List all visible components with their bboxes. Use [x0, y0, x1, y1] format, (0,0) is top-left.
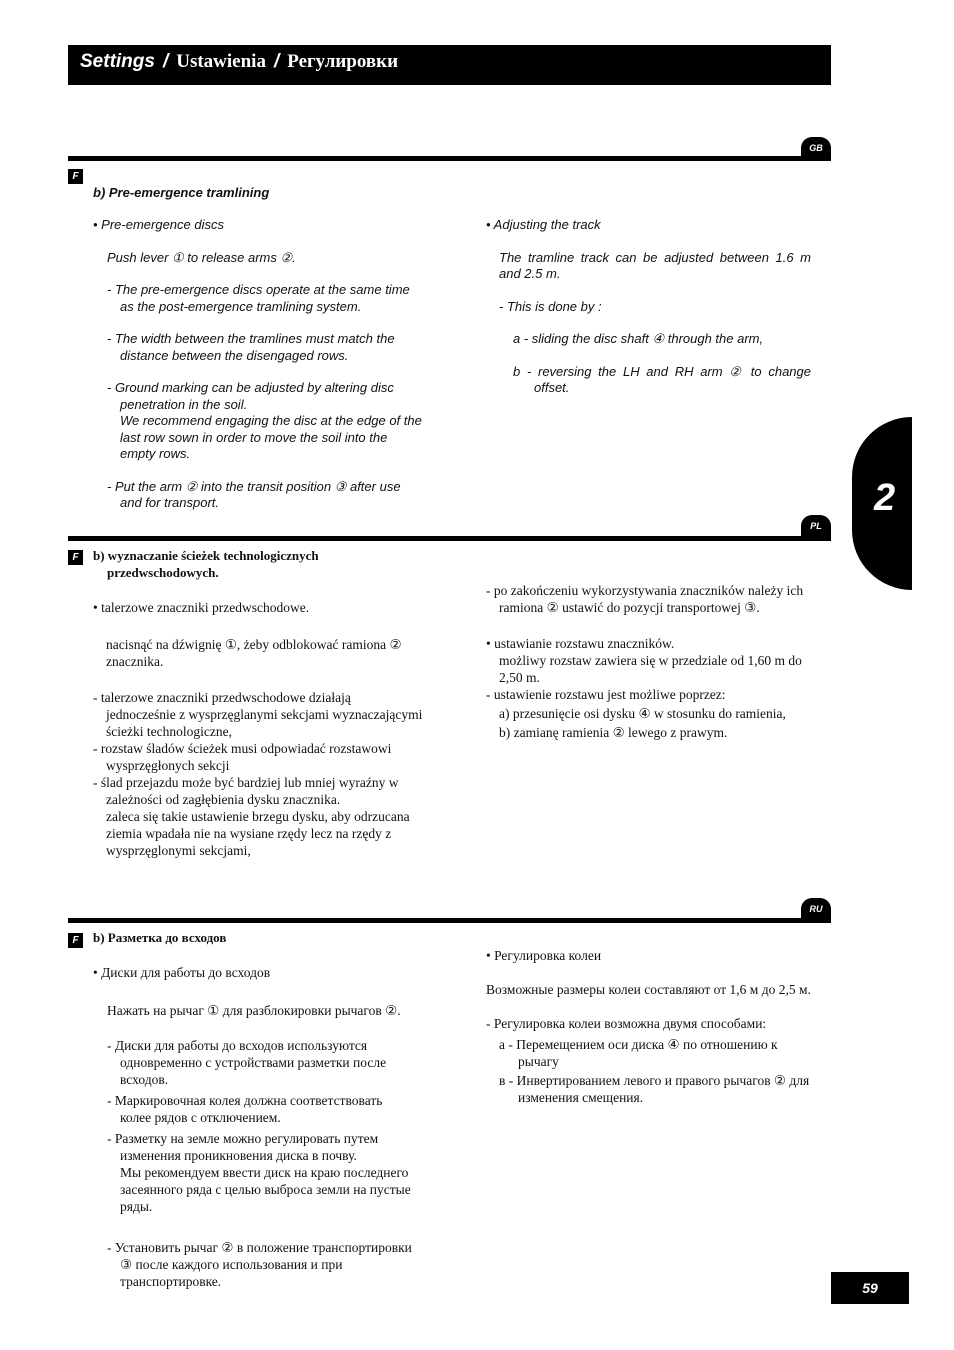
ru-item: в - Инвертированием левого и правого рычагов ② для изменения смещения.: [499, 1073, 810, 1105]
ru-item: - Регулировка колеи возможна двумя способами:: [486, 1016, 767, 1031]
lang-tag-ru: RU: [801, 898, 831, 920]
pl-item: - rozstaw śladów ścieżek musi odpowiadać rozstawowi wysprzęgłonych sekcji: [93, 741, 392, 773]
title-separator: /: [162, 51, 169, 72]
title-en: Settings: [80, 51, 155, 72]
heading-line: przedwschodowych.: [107, 565, 219, 580]
ru-item: • Диски для работы до всходов: [93, 965, 271, 980]
section-icon-pl: F: [68, 550, 83, 565]
gb-left-column: [93, 217, 423, 512]
ru-item: Возможные размеры колеи составляют от 1,6 м до 2,5 м.: [486, 982, 811, 997]
gb-item: - This is done by :: [499, 298, 602, 314]
ru-item: а - Перемещением оси диска ④ по отношению к рычагу: [499, 1037, 778, 1069]
ru-item: • Регулировка колеи: [486, 948, 602, 963]
section-heading-pl: [93, 547, 423, 581]
ru-left-column: [93, 964, 413, 1290]
section-rule-ru: [68, 918, 831, 923]
gb-item: - Ground marking can be adjusted by altering disc penetration in the soil.: [107, 380, 394, 412]
pl-item: • talerzowe znaczniki przedwschodowe.: [93, 600, 310, 615]
ru-right-column: [486, 947, 811, 1106]
section-heading-ru: b) Разметка до всходов: [93, 930, 227, 945]
ru-item: - Диски для работы до всходов используются одновременно с устройствами разметки после всходов.: [107, 1038, 387, 1087]
pl-item: zaleca się takie ustawienie brzegu dysku, aby odrzucana ziemia wpadała nie na wysiane rzędy lecz na rzędy z wysprzęglonymi sekcjami,: [106, 809, 410, 858]
pl-right-column: [486, 582, 816, 741]
ru-item: Мы рекомендуем ввести диск на краю последнего засеянного ряда с целью выброса земли на пустые ряды.: [120, 1165, 411, 1214]
pl-item: - po zakończeniu wykorzystywania znaczników należy ich ramiona ② ustawić do pozycji transportowej ③.: [486, 583, 804, 615]
lang-tag-gb: GB: [801, 137, 831, 159]
title-separator: /: [273, 51, 280, 72]
section-heading-gb: b) Pre-emergence tramlining: [93, 185, 270, 200]
gb-item: Push lever ① to release arms ②.: [107, 249, 296, 265]
section-rule-pl: [68, 536, 831, 541]
ru-item: - Маркировочная колея должна соответствовать колее рядов с отключением.: [107, 1093, 383, 1125]
gb-item: - The pre-emergence discs operate at the same time as the post-emergence tramlining system.: [107, 282, 410, 314]
gb-item: - The width between the tramlines must match the distance between the disengaged rows.: [107, 331, 395, 363]
pl-item: - talerzowe znaczniki przedwschodowe działają jednocześnie z wysprzęglanymi sekcjami wyznaczającymi ścieżki technologiczne,: [93, 690, 423, 739]
gb-item: • Adjusting the track: [486, 217, 601, 232]
chapter-tab: [852, 417, 912, 590]
gb-right-column: [486, 217, 811, 397]
page-title: [80, 51, 398, 73]
page-number: 59: [831, 1272, 909, 1304]
pl-item: nacisnąć na dźwignię ①, żeby odblokować ramiona ② znacznika.: [106, 637, 402, 669]
pl-item: - ślad przejazdu może być bardziej lub mniej wyraźny w zależności od zagłębienia dysku znacznika.: [93, 775, 399, 807]
pl-left-column: [93, 599, 423, 859]
gb-item: b - reversing the LH and RH arm ② to change offset.: [513, 363, 811, 395]
title-ru: Регулировки: [287, 51, 399, 72]
heading-line: b) wyznaczanie ścieżek technologicznych: [93, 548, 319, 563]
lang-tag-pl: PL: [801, 515, 831, 537]
section-icon-ru: F: [68, 933, 83, 948]
gb-item: The tramline track can be adjusted between 1.6 m and 2.5 m.: [499, 249, 811, 281]
pl-item: - ustawienie rozstawu jest możliwe poprzez:: [486, 687, 726, 702]
gb-item: • Pre-emergence discs: [93, 217, 224, 232]
header-bar: [68, 45, 831, 85]
chapter-number: 2: [874, 477, 896, 519]
gb-item: a - sliding the disc shaft ④ through the arm,: [513, 331, 764, 346]
ru-item: - Установить рычаг ② в положение транспортировки ③ после каждого использования и при транспортировке.: [107, 1240, 412, 1289]
gb-item: We recommend engaging the disc at the edge of the last row sown in order to move the soil into the empty rows.: [120, 413, 422, 461]
section-icon-gb: F: [68, 169, 83, 184]
pl-item: a) przesunięcie osi dysku ④ w stosunku do ramienia,: [499, 706, 786, 721]
title-pl: Ustawienia: [176, 51, 266, 72]
pl-item: • ustawianie rozstawu znaczników.: [486, 636, 675, 651]
pl-item: możliwy rozstaw zawiera się w przedziale od 1,60 m do 2,50 m.: [499, 653, 802, 685]
pl-item: b) zamianę ramienia ② lewego z prawym.: [499, 725, 728, 740]
section-rule-gb: [68, 156, 831, 161]
gb-item: - Put the arm ② into the transit position ③ after use and for transport.: [107, 478, 401, 510]
ru-item: Нажать на рычаг ① для разблокировки рычагов ②.: [107, 1003, 401, 1018]
ru-item: - Разметку на земле можно регулировать путем изменения проникновения диска в почву.: [107, 1131, 379, 1163]
